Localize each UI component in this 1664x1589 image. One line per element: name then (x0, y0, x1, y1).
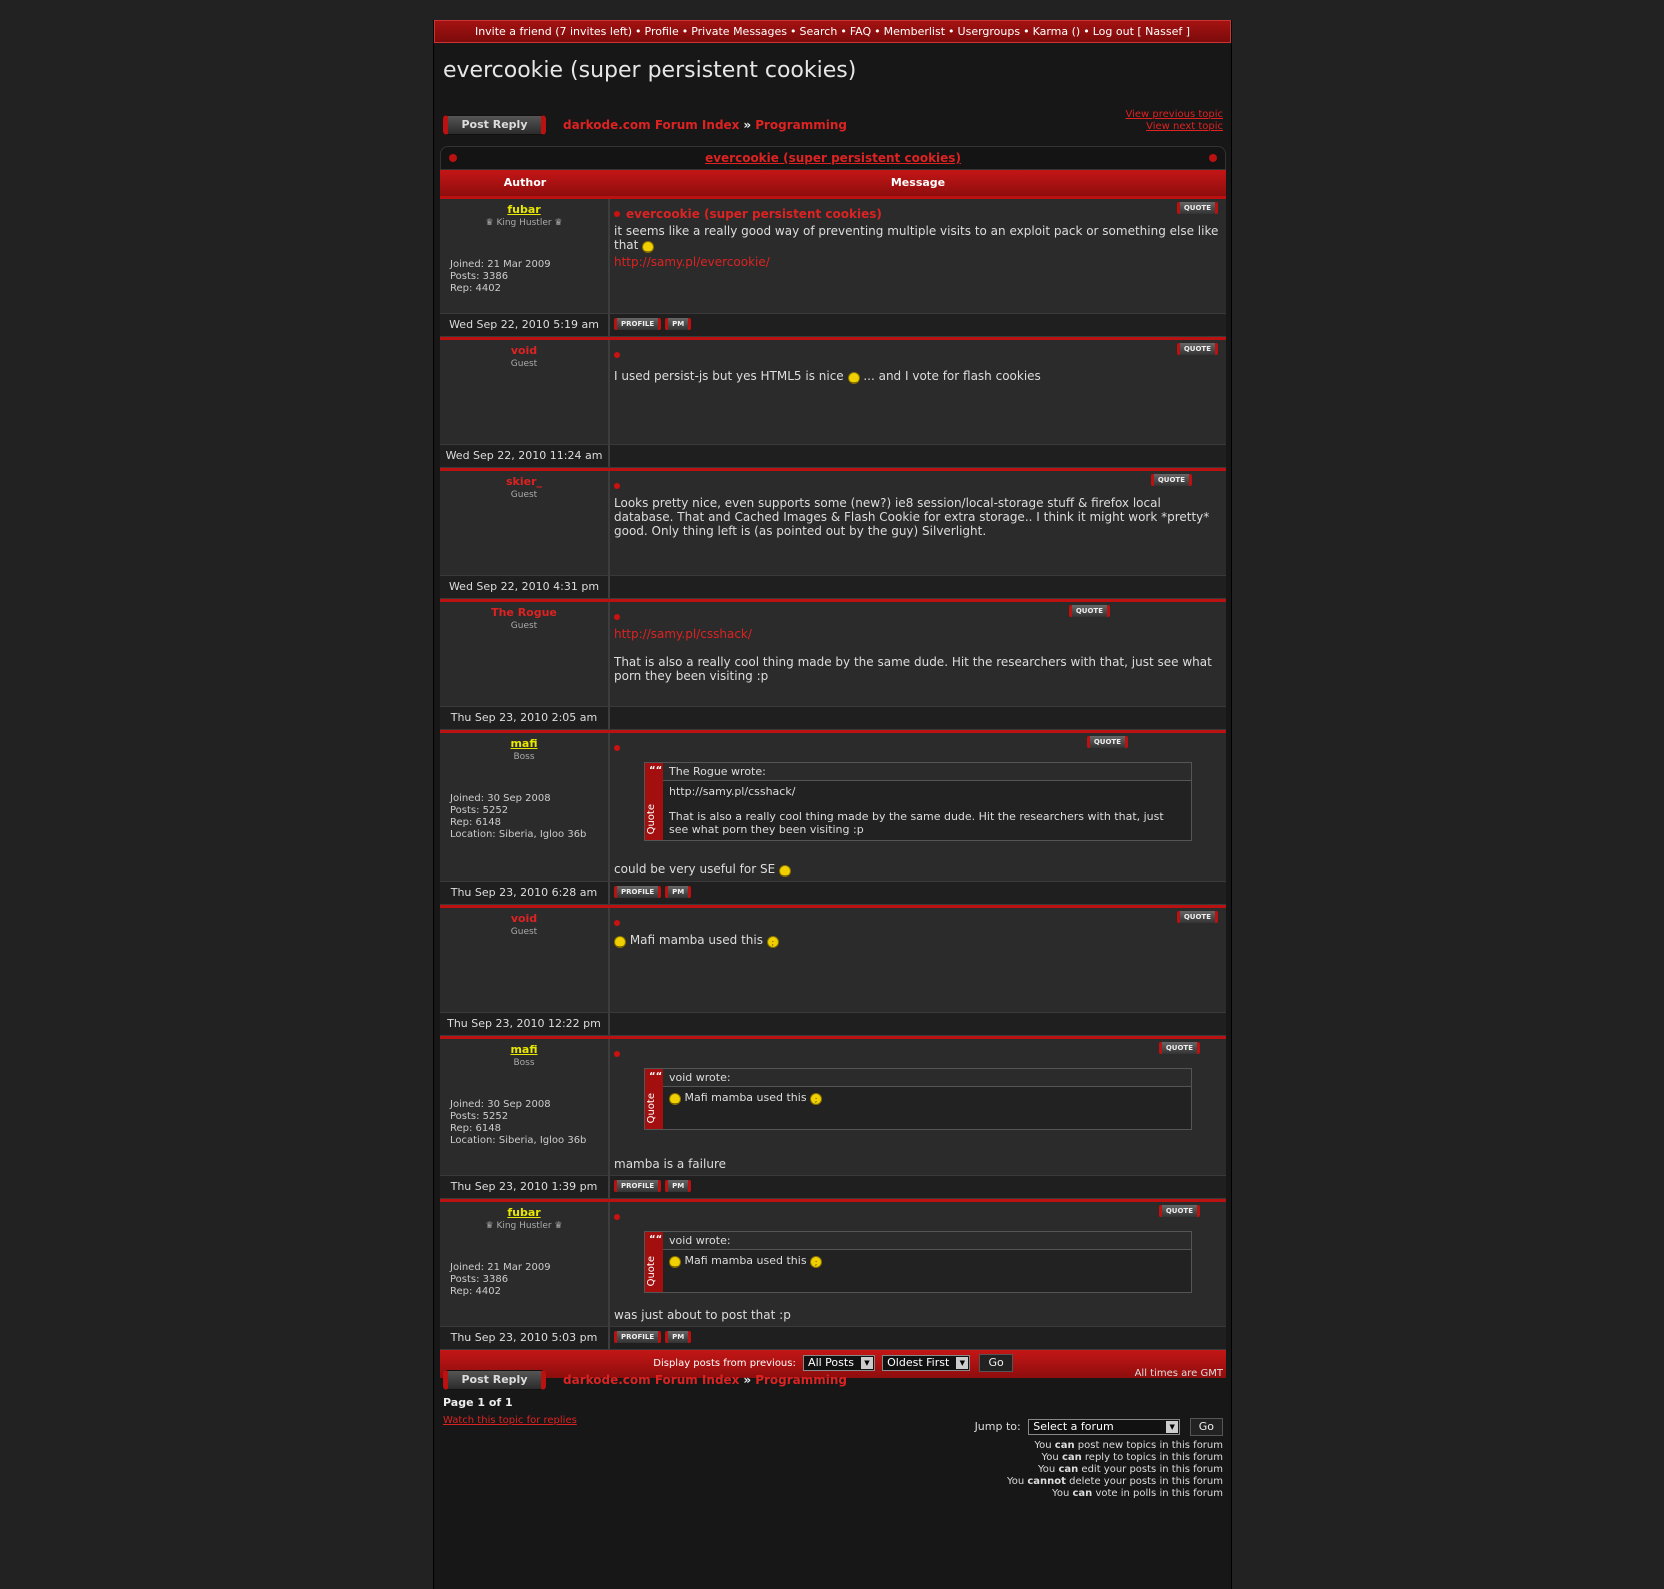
nav-separator: • (635, 25, 642, 38)
dropdown-arrow-icon: ▼ (1166, 1421, 1178, 1433)
sort-order-value: Oldest First (887, 1356, 950, 1369)
post-footer (440, 444, 1226, 468)
jump-to (975, 1418, 1223, 1436)
post-body: Mafi mamba used this (629, 933, 763, 947)
post-reply-button[interactable]: Post Reply (443, 1370, 546, 1390)
post-footer (440, 313, 1226, 337)
sort-order-select[interactable] (882, 1355, 970, 1371)
author-name[interactable]: fubar (507, 203, 541, 216)
post-text: was just about to post that :p (614, 1308, 791, 1322)
quote-button[interactable]: QUOTE (1177, 911, 1218, 923)
post (440, 599, 1226, 730)
quote-sidebar (645, 1232, 663, 1292)
author-rep: Rep: 6148 (450, 817, 501, 828)
post (440, 905, 1226, 1036)
author-details (450, 793, 590, 841)
post-message (610, 1202, 1226, 1326)
column-message: Message (890, 176, 946, 189)
quote-content (663, 1250, 1191, 1272)
post-reply-button[interactable]: Post Reply (443, 115, 546, 135)
post-footer (440, 1175, 1226, 1199)
post-message (610, 908, 1226, 1012)
post (440, 337, 1226, 468)
permission-line: You can vote in polls in this forum (1052, 1488, 1223, 1499)
post-text (614, 224, 1222, 253)
author-rank: Guest (510, 359, 538, 369)
quote-box (644, 1231, 1192, 1293)
posts-range-select[interactable] (803, 1355, 875, 1371)
author-name[interactable]: mafi (510, 737, 538, 750)
author-posts: Posts: 5252 (450, 1111, 509, 1122)
post-bullet-icon[interactable] (614, 211, 620, 217)
nav-karma[interactable]: Karma () (1032, 25, 1081, 38)
quote-label: Quote (646, 1092, 657, 1123)
view-previous-topic-link[interactable]: View previous topic (1125, 109, 1223, 120)
wink-smiley-icon: ; (810, 1256, 822, 1268)
author-name[interactable]: fubar (507, 1206, 541, 1219)
post-bullet-icon[interactable] (614, 352, 620, 358)
quote-mark-icon: ““ (649, 1071, 663, 1082)
author-details (450, 1099, 590, 1147)
post-author-panel (440, 199, 610, 313)
post-footer (440, 881, 1226, 905)
nav-faq[interactable]: FAQ (849, 25, 872, 38)
top-navigation (434, 20, 1231, 43)
nav-separator: • (948, 25, 955, 38)
author-rep: Rep: 6148 (450, 1123, 501, 1134)
quote-content (663, 781, 1191, 840)
jump-to-value: Select a forum (1033, 1420, 1114, 1433)
author-joined: Joined: 30 Sep 2008 (450, 1099, 551, 1110)
permission-line: You cannot delete your posts in this forum (1006, 1476, 1223, 1487)
post-author-panel (440, 733, 610, 881)
post-text: Looks pretty nice, even supports some (new?) ie8 session/local-storage stuff & firefox local database. That and Cached Images & Flash Cookie for extra storage.. I think it might work *pretty* good. Only thing left is (as pointed out by the guy) Silverlight. (614, 496, 1210, 538)
author-joined: Joined: 21 Mar 2009 (450, 259, 551, 270)
wink-smiley-icon: ; (767, 936, 779, 948)
post-body: it seems like a really good way of preventing multiple visits to an exploit pack or something else like that (614, 224, 1219, 252)
quote-mark-icon: ““ (649, 765, 663, 776)
quote-line: Mafi mamba used this (684, 1254, 807, 1267)
smiley-icon: ‿ (848, 372, 860, 384)
breadcrumb-forum-index[interactable]: darkode.com Forum Index (563, 118, 740, 132)
column-author: Author (503, 176, 547, 189)
author-name[interactable]: skier_ (505, 475, 543, 488)
nav-invite[interactable]: Invite a friend (7 invites left) (474, 25, 633, 38)
posts-range-value: All Posts (808, 1356, 854, 1369)
permission-line: You can edit your posts in this forum (1038, 1464, 1223, 1475)
author-rank: Guest (510, 490, 538, 500)
post-text: mamba is a failure (614, 1157, 726, 1171)
decor-dot-icon (1209, 154, 1217, 162)
profile-button[interactable]: PROFILE (614, 318, 661, 330)
quote-button[interactable]: QUOTE (1151, 474, 1192, 486)
wink-smiley-icon: ; (810, 1093, 822, 1105)
author-name[interactable]: void (510, 344, 538, 357)
author-rank: Boss (513, 1058, 535, 1068)
quote-button[interactable]: QUOTE (1159, 1205, 1200, 1217)
permission-line: You can post new topics in this forum (1034, 1440, 1223, 1451)
post-body: could be very useful for SE (614, 862, 776, 876)
post-author-panel (440, 471, 610, 575)
nav-private-messages[interactable]: Private Messages (691, 25, 788, 38)
quote-line: http://samy.pl/csshack/ (669, 785, 796, 798)
post (440, 468, 1226, 599)
author-posts: Posts: 3386 (450, 271, 509, 282)
smiley-icon: ‿ (614, 936, 626, 948)
permission-line: You can reply to topics in this forum (1041, 1452, 1223, 1463)
nav-separator: • (1083, 25, 1090, 38)
post-date: Wed Sep 22, 2010 11:24 am (440, 445, 610, 467)
post-author-panel (440, 602, 610, 706)
post-body: I used persist-js but yes HTML5 is nice (614, 369, 844, 383)
post-link[interactable]: http://samy.pl/csshack/ (614, 627, 752, 641)
quote-line: Mafi mamba used this (684, 1091, 807, 1104)
timezone-note: All times are GMT (1134, 1368, 1223, 1379)
decor-dot-icon (449, 154, 457, 162)
post-subject: evercookie (super persistent cookies) (626, 207, 882, 221)
post-date: Thu Sep 23, 2010 6:28 am (440, 882, 610, 904)
quote-label: Quote (646, 1255, 657, 1286)
page-footer (443, 1370, 1223, 1570)
post (440, 196, 1226, 337)
quote-author: void wrote: (663, 1232, 1191, 1250)
nav-profile[interactable]: Profile (644, 25, 679, 38)
pm-button[interactable]: PM (665, 886, 691, 898)
nav-usergroups[interactable]: Usergroups (957, 25, 1021, 38)
post-footer (440, 575, 1226, 599)
author-name[interactable]: mafi (510, 1043, 538, 1056)
post (440, 730, 1226, 905)
author-rank: Boss (513, 752, 535, 762)
author-name[interactable]: void (510, 912, 538, 925)
author-rep: Rep: 4402 (450, 283, 501, 294)
post-bullet-icon[interactable] (614, 483, 620, 489)
nav-separator: • (790, 25, 797, 38)
post (440, 1036, 1226, 1199)
topic-title[interactable]: evercookie (super persistent cookies) (443, 58, 857, 83)
topic-navbar-bottom (443, 1370, 1223, 1392)
column-header (440, 170, 1226, 196)
quote-button[interactable]: QUOTE (1159, 1042, 1200, 1054)
post-date: Thu Sep 23, 2010 12:22 pm (440, 1013, 610, 1035)
post-date: Thu Sep 23, 2010 2:05 am (440, 707, 610, 729)
pm-button[interactable]: PM (665, 318, 691, 330)
nav-separator: • (874, 25, 881, 38)
post-footer (440, 1326, 1226, 1350)
post-author-panel (440, 1039, 610, 1175)
breadcrumb (563, 118, 847, 132)
quote-author: void wrote: (663, 1069, 1191, 1087)
post-footer (440, 1012, 1226, 1036)
page-count: Page 1 of 1 (443, 1396, 513, 1409)
watch-topic-link[interactable]: Watch this topic for replies (443, 1415, 577, 1426)
quote-content (663, 1087, 1191, 1109)
quote-box (644, 1068, 1192, 1130)
post-bullet-icon[interactable] (614, 1051, 620, 1057)
nav-logout[interactable]: Log out [ Nassef ] (1092, 25, 1191, 38)
author-rep: Rep: 4402 (450, 1286, 501, 1297)
display-options-label: Display posts from previous: (653, 1358, 796, 1369)
profile-button[interactable]: PROFILE (614, 1331, 661, 1343)
smiley-icon: ‿ (642, 241, 654, 253)
post-link[interactable]: http://samy.pl/evercookie/ (614, 255, 770, 269)
post-footer (440, 706, 1226, 730)
quote-label: Quote (646, 803, 657, 834)
quote-mark-icon: ““ (649, 1234, 663, 1245)
post-message (610, 1039, 1226, 1175)
pm-button[interactable]: PM (665, 1180, 691, 1192)
dropdown-arrow-icon: ▼ (861, 1357, 873, 1369)
breadcrumb-separator: » (743, 118, 752, 132)
post-date: Wed Sep 22, 2010 5:19 am (440, 314, 610, 336)
nav-separator: • (681, 25, 689, 38)
breadcrumb-separator: » (743, 1373, 752, 1387)
posts-table (440, 146, 1226, 1378)
author-rank: Guest (510, 621, 538, 631)
smiley-icon: ‿ (669, 1093, 681, 1105)
post-date: Wed Sep 22, 2010 4:31 pm (440, 576, 610, 598)
quote-line: That is also a really cool thing made by the same dude. Hit the researchers with that, just see what porn they been visiting :p (669, 810, 1164, 836)
author-rank: Guest (510, 927, 538, 937)
breadcrumb (563, 1373, 847, 1387)
quote-button[interactable]: QUOTE (1069, 605, 1110, 617)
jump-go-button[interactable]: Go (1190, 1418, 1223, 1436)
post-message (610, 199, 1226, 313)
post-bullet-icon[interactable] (614, 745, 620, 751)
post-message (610, 733, 1226, 881)
nav-memberlist[interactable]: Memberlist (883, 25, 946, 38)
smiley-icon: ‿ (779, 865, 791, 877)
nav-search[interactable]: Search (799, 25, 838, 38)
page-container (433, 20, 1232, 1589)
breadcrumb-forum[interactable]: Programming (755, 1373, 848, 1387)
post-date: Thu Sep 23, 2010 5:03 pm (440, 1327, 610, 1349)
display-go-button[interactable]: Go (979, 1354, 1012, 1372)
post (440, 1199, 1226, 1350)
jump-to-label: Jump to: (974, 1420, 1021, 1433)
post-author-panel (440, 908, 610, 1012)
post-text: That is also a really cool thing made by the same dude. Hit the researchers with that, just see what porn they been visiting :p (614, 655, 1212, 683)
author-posts: Posts: 5252 (450, 805, 509, 816)
author-joined: Joined: 21 Mar 2009 (450, 1262, 551, 1273)
post-bullet-icon[interactable] (614, 1214, 620, 1220)
quote-box (644, 762, 1192, 841)
quote-button[interactable]: QUOTE (1087, 736, 1128, 748)
quote-button[interactable]: QUOTE (1177, 343, 1218, 355)
topic-navbar-top (443, 109, 1223, 137)
post-message (610, 340, 1226, 444)
smiley-icon: ‿ (669, 1256, 681, 1268)
author-location: Location: Siberia, Igloo 36b (450, 829, 587, 840)
post-author-panel (440, 340, 610, 444)
nav-separator: • (1023, 25, 1030, 38)
author-rank: ♛ King Hustler ♛ (485, 218, 563, 228)
post-date: Thu Sep 23, 2010 1:39 pm (440, 1176, 610, 1198)
profile-button[interactable]: PROFILE (614, 1180, 661, 1192)
quote-author: The Rogue wrote: (663, 763, 1191, 781)
author-location: Location: Siberia, Igloo 36b (450, 1135, 587, 1146)
view-next-topic-link[interactable]: View next topic (1146, 121, 1223, 132)
pm-button[interactable]: PM (665, 1331, 691, 1343)
author-name[interactable]: The Rogue (491, 606, 557, 619)
post-author-panel (440, 1202, 610, 1326)
author-joined: Joined: 30 Sep 2008 (450, 793, 551, 804)
post-text (614, 933, 1222, 948)
post-bullet-icon[interactable] (614, 920, 620, 926)
table-title-bar (440, 146, 1226, 170)
post-text (614, 369, 1222, 384)
permissions-list (1007, 1440, 1223, 1500)
author-details (450, 259, 551, 295)
quote-sidebar (645, 763, 663, 840)
quote-button[interactable]: QUOTE (1177, 202, 1218, 214)
breadcrumb-forum[interactable]: Programming (755, 118, 848, 132)
author-details (450, 1262, 551, 1298)
post-body-continued: ... and I vote for flash cookies (863, 369, 1041, 383)
author-posts: Posts: 3386 (450, 1274, 509, 1285)
table-title[interactable]: evercookie (super persistent cookies) (705, 151, 961, 165)
post-message (610, 602, 1226, 706)
author-rank: ♛ King Hustler ♛ (485, 1221, 563, 1231)
breadcrumb-forum-index[interactable]: darkode.com Forum Index (563, 1373, 740, 1387)
nav-separator: • (840, 25, 847, 38)
dropdown-arrow-icon: ▼ (956, 1357, 968, 1369)
jump-to-select[interactable] (1028, 1419, 1180, 1435)
profile-button[interactable]: PROFILE (614, 886, 661, 898)
quote-sidebar (645, 1069, 663, 1129)
post-text (614, 862, 791, 877)
topic-links (1125, 109, 1223, 133)
post-bullet-icon[interactable] (614, 614, 620, 620)
post-message (610, 471, 1226, 575)
